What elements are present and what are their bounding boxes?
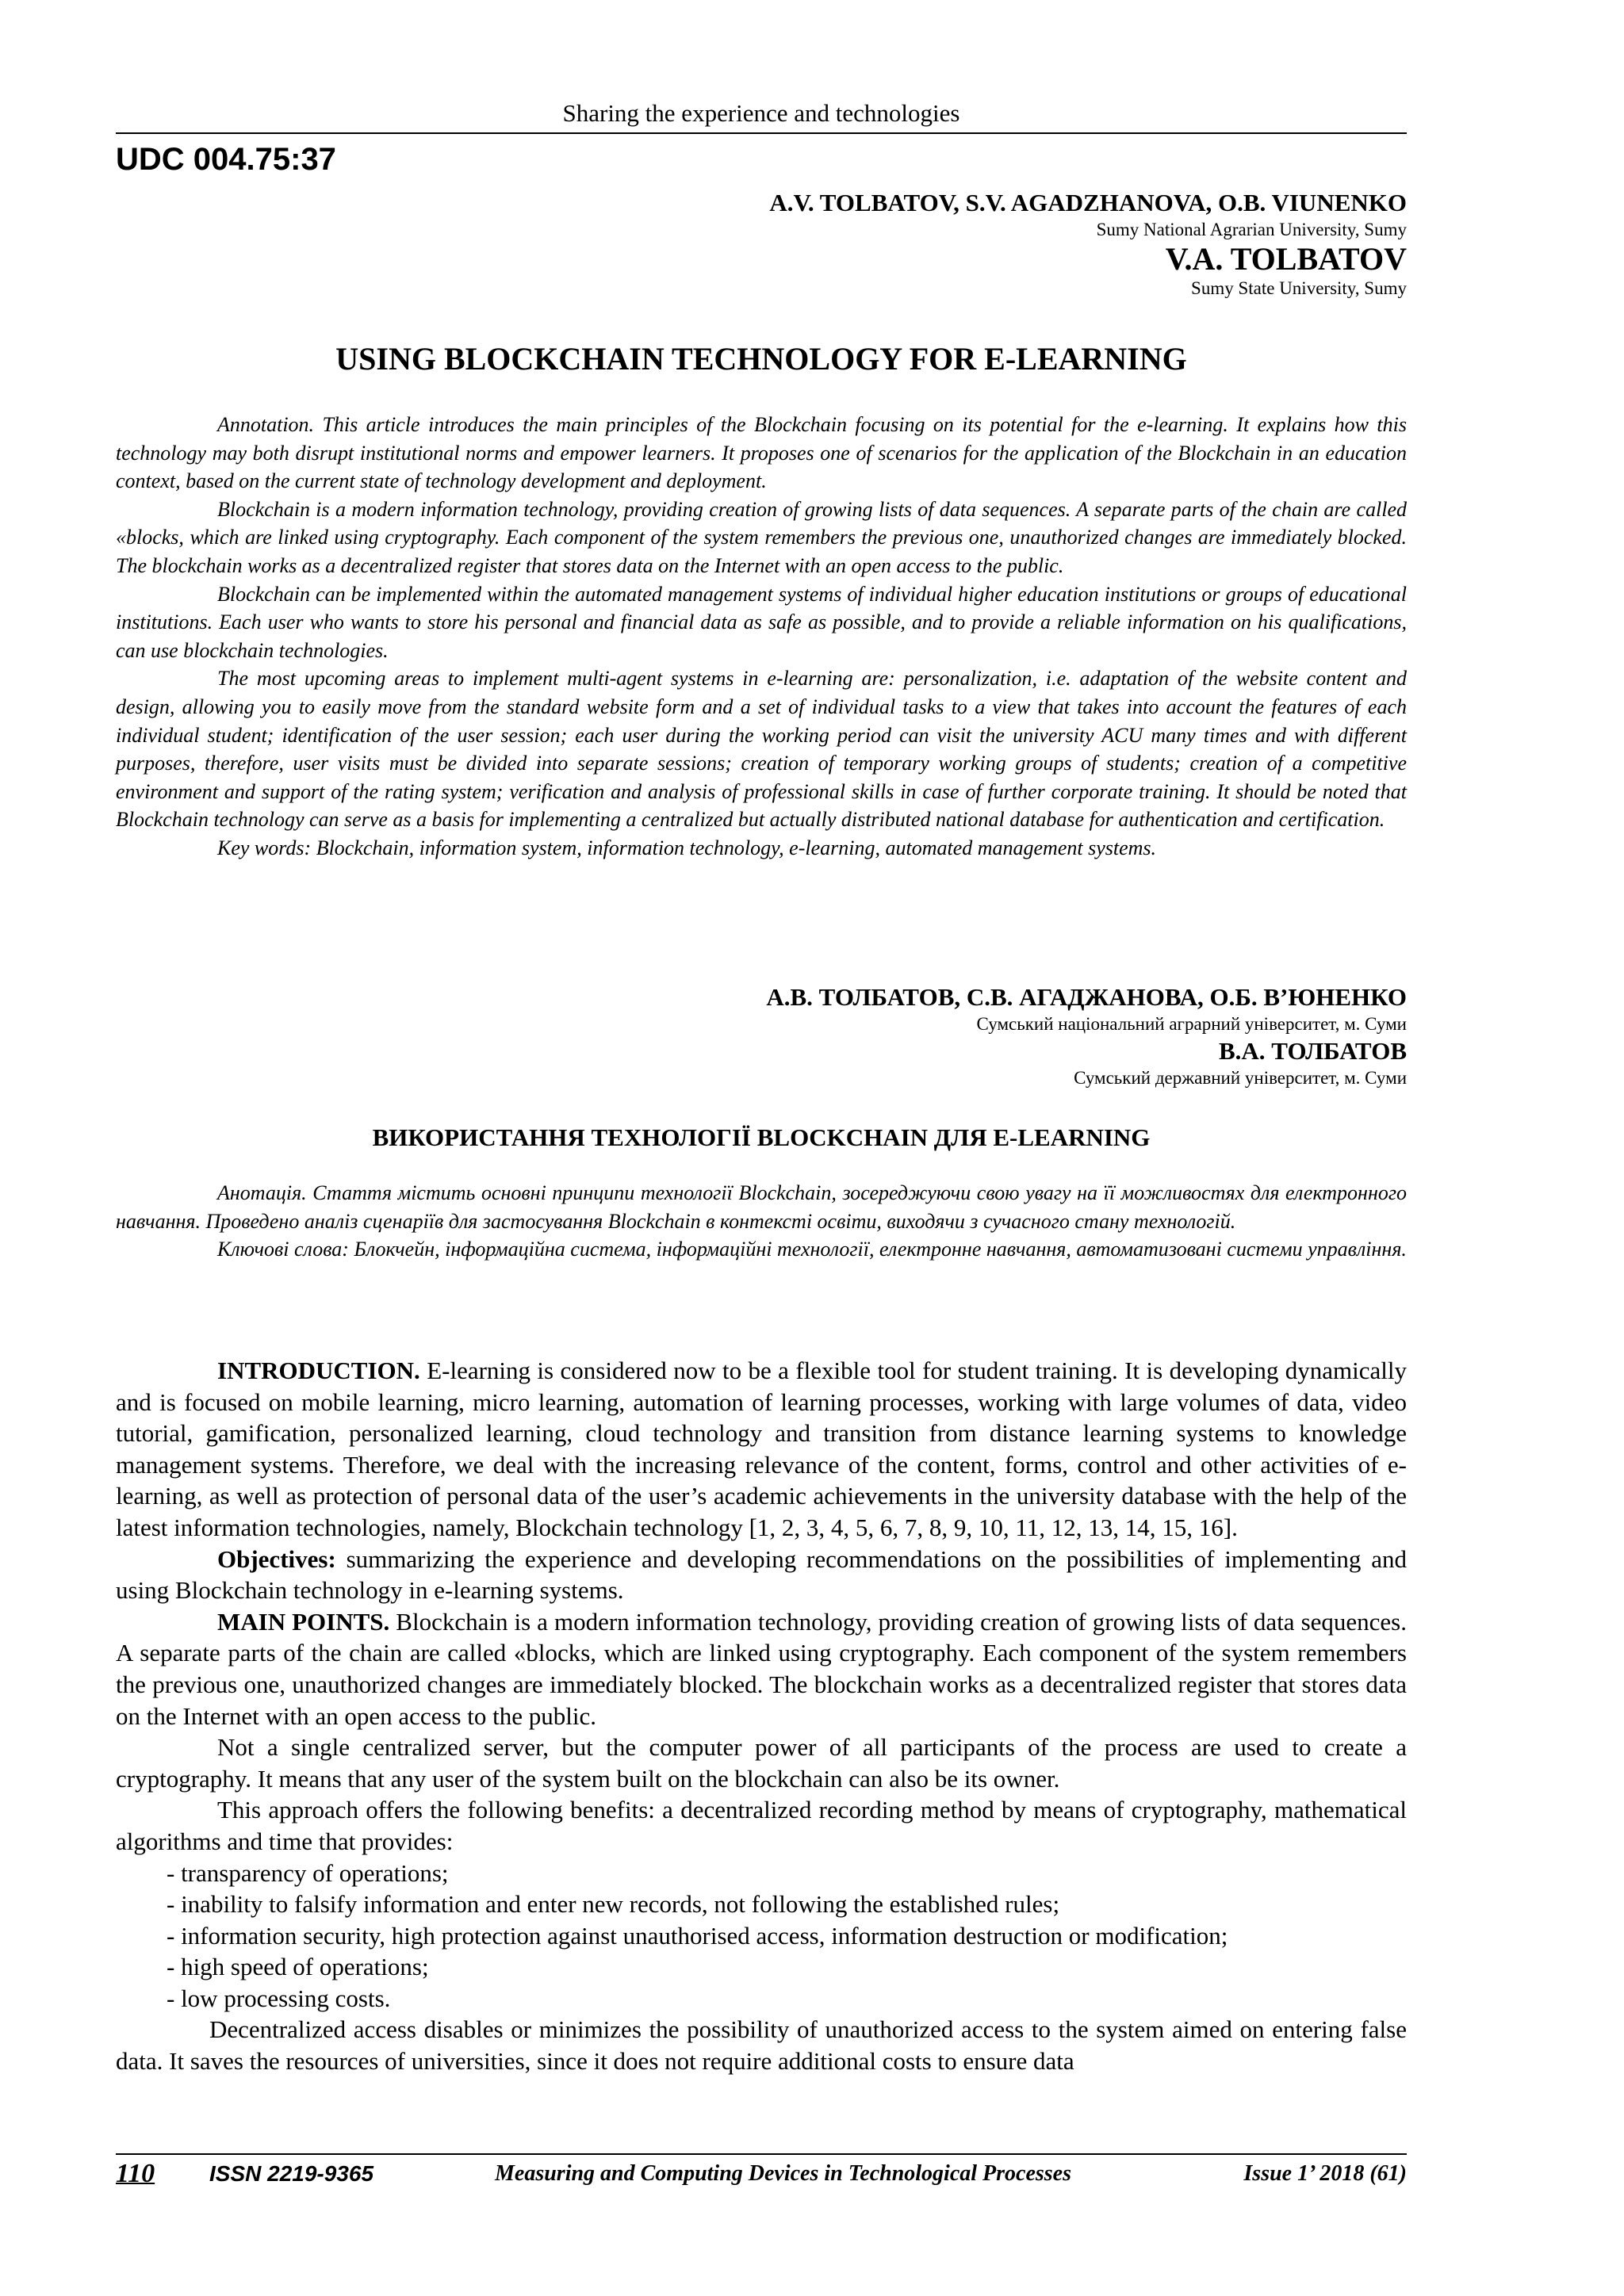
main-points-heading: MAIN POINTS.	[217, 1607, 390, 1636]
keywords-english: Key words: Blockchain, information system, information technology, e-learning, automated management systems.	[217, 836, 1157, 859]
author-affiliation-uk-2: Сумський державний університет, м. Суми	[1074, 1068, 1407, 1088]
author-affiliation-uk-1: Сумський національний аграрний університет, м. Суми	[976, 1014, 1407, 1034]
footer-rule	[116, 2153, 1407, 2155]
objectives-heading: Objectives:	[217, 1544, 336, 1573]
author-names-1: A.V. TOLBATOV, S.V. AGADZHANOVA, O.B. VIUNENKO	[769, 189, 1407, 216]
benefit-list-item: - low processing costs.	[167, 1984, 391, 2012]
article-body	[116, 1355, 1407, 2077]
issn: ISSN 2219-9365	[209, 2161, 374, 2186]
authors-ukrainian	[116, 982, 1407, 1089]
abstract-paragraph: Blockchain is a modern information technology, providing creation of growing lists of data sequences. A separate parts of the chain are called «blocks, which are linked using cryptography. Each component of the system remembers the previous one, unauthorized changes are immediately blocked. The blockchain works as a decentralized register that stores data on the Internet with an open access to the public.	[116, 497, 1407, 577]
benefit-list-item: - information security, high protection against unauthorised access, information destruction or modification;	[167, 1921, 1228, 1950]
benefit-list-item: - inability to falsify information and enter new records, not following the established rules;	[167, 1890, 1060, 1919]
abstract-paragraph: The most upcoming areas to implement multi-agent systems in e-learning are: personalization, i.e. adaptation of the website content and design, allowing you to easily move from the standard website form and a set of individual tasks to a view that takes into account the features of each individual student; identification of the user session; each user during the working period can visit the university ACU many times and with different purposes, therefore, user visits must be divided into separate sessions; creation of temporary working groups of students; creation of a competitive environment and support of the rating system; verification and analysis of professional skills in case of further corporate training. It should be noted that Blockchain technology can serve as a basis for implementing a centralized but actually distributed national database for authentication and certification.	[116, 667, 1407, 832]
page-number: 110	[116, 2159, 155, 2188]
author-names-2: V.A. TOLBATOV	[1165, 241, 1407, 277]
benefit-list-item: - transparency of operations;	[167, 1858, 449, 1887]
authors-english	[116, 187, 1407, 300]
abstract-ukrainian	[116, 1179, 1407, 1264]
header-rule	[116, 132, 1407, 134]
issue-info: Issue 1’ 2018 (61)	[1243, 2161, 1407, 2186]
author-names-uk-2: В.А. ТОЛБАТОВ	[1218, 1037, 1407, 1065]
introduction-paragraph	[116, 1355, 1407, 1544]
abstract-english	[116, 411, 1407, 863]
main-points-paragraph	[116, 1606, 1407, 1732]
abstract-paragraph: Annotation. This article introduces the main principles of the Blockchain focusing on its potential for the e-learning. It explains how this technology may both disrupt institutional norms and empower learners. It proposes one of scenarios for the application of the Blockchain in an education context, based on the current state of technology development and deployment.	[116, 413, 1407, 493]
author-affiliation-1: Sumy National Agrarian University, Sumy	[1096, 220, 1407, 239]
objectives-text: summarizing the experience and developing recommendations on the possibilities of implementing and using Blockchain technology in e-learning systems.	[116, 1544, 1407, 1605]
author-affiliation-2: Sumy State University, Sumy	[1191, 278, 1407, 298]
udc-code: UDC 004.75:37	[116, 142, 336, 177]
page-footer	[116, 2158, 1407, 2190]
article-title-ukrainian: ВИКОРИСТАННЯ ТЕХНОЛОГІЇ BLOCKCHAIN ДЛЯ E-LEARNING	[372, 1123, 1151, 1151]
benefits-paragraph: This approach offers the following benefits: a decentralized recording method by means of cryptography, mathematical algorithms and time that provides:	[116, 1796, 1407, 1855]
main-points-text: Blockchain is a modern information technology, providing creation of growing lists of data sequences. A separate parts of the chain are called «blocks, which are linked using cryptography. Each component of the system remembers the previous one, unauthorized changes are immediately blocked. The blockchain works as a decentralized register that stores data on the Internet with an open access to the public.	[116, 1607, 1407, 1730]
article-title-english: USING BLOCKCHAIN TECHNOLOGY FOR E-LEARNING	[335, 341, 1187, 377]
journal-name: Measuring and Computing Devices in Technological Processes	[495, 2161, 1072, 2186]
introduction-heading: INTRODUCTION.	[217, 1357, 420, 1384]
benefit-list-item: - high speed of operations;	[167, 1953, 429, 1981]
keywords-ukrainian: Ключові слова: Блокчейн, інформаційна система, інформаційні технології, електронне навчання, автоматизовані системи управління.	[217, 1238, 1407, 1261]
author-names-uk-1: А.В. ТОЛБАТОВ, С.В. АГАДЖАНОВА, О.Б. В’ЮНЕНКО	[766, 983, 1407, 1011]
decentralized-paragraph: Decentralized access disables or minimizes the possibility of unauthorized access to the system aimed on entering false data. It saves the resources of universities, since it does not require additional costs to ensure data	[116, 2015, 1407, 2076]
abstract-paragraph: Blockchain can be implemented within the automated management systems of individual higher education institutions or groups of educational institutions. Each user who wants to store his personal and financial data as safe as possible, and to provide a reliable information on his qualifications, can use blockchain technologies.	[116, 582, 1407, 662]
running-header: Sharing the experience and technologies	[562, 99, 960, 127]
abstract-paragraph-uk: Анотація. Стаття містить основні принципи технології Blockchain, зосереджуючи свою увагу на її можливостях для електронного навчання. Проведено аналіз сценаріїв для застосування Blockchain в контексті освіти, виходячи з сучасного стану технологій.	[116, 1181, 1407, 1233]
introduction-text: E-learning is considered now to be a flexible tool for student training. It is developing dynamically and is focused on mobile learning, micro learning, automation of learning processes, working with large volumes of data, video tutorial, gamification, personalized learning, cloud technology and transition from distance learning systems to knowledge management systems. Therefore, we deal with the increasing relevance of the content, forms, control and other activities of e-learning, as well as protection of personal data of the user’s academic achievements in the university database with the help of the latest information technologies, namely, Blockchain technology [1, 2, 3, 4, 5, 6, 7, 8, 9, 10, 11, 12, 13, 14, 15, 16].	[116, 1357, 1407, 1541]
objectives-paragraph	[116, 1544, 1407, 1606]
server-paragraph: Not a single centralized server, but the computer power of all participants of the process are used to create a cryptography. It means that any user of the system built on the blockchain can also be its owner.	[116, 1733, 1407, 1793]
